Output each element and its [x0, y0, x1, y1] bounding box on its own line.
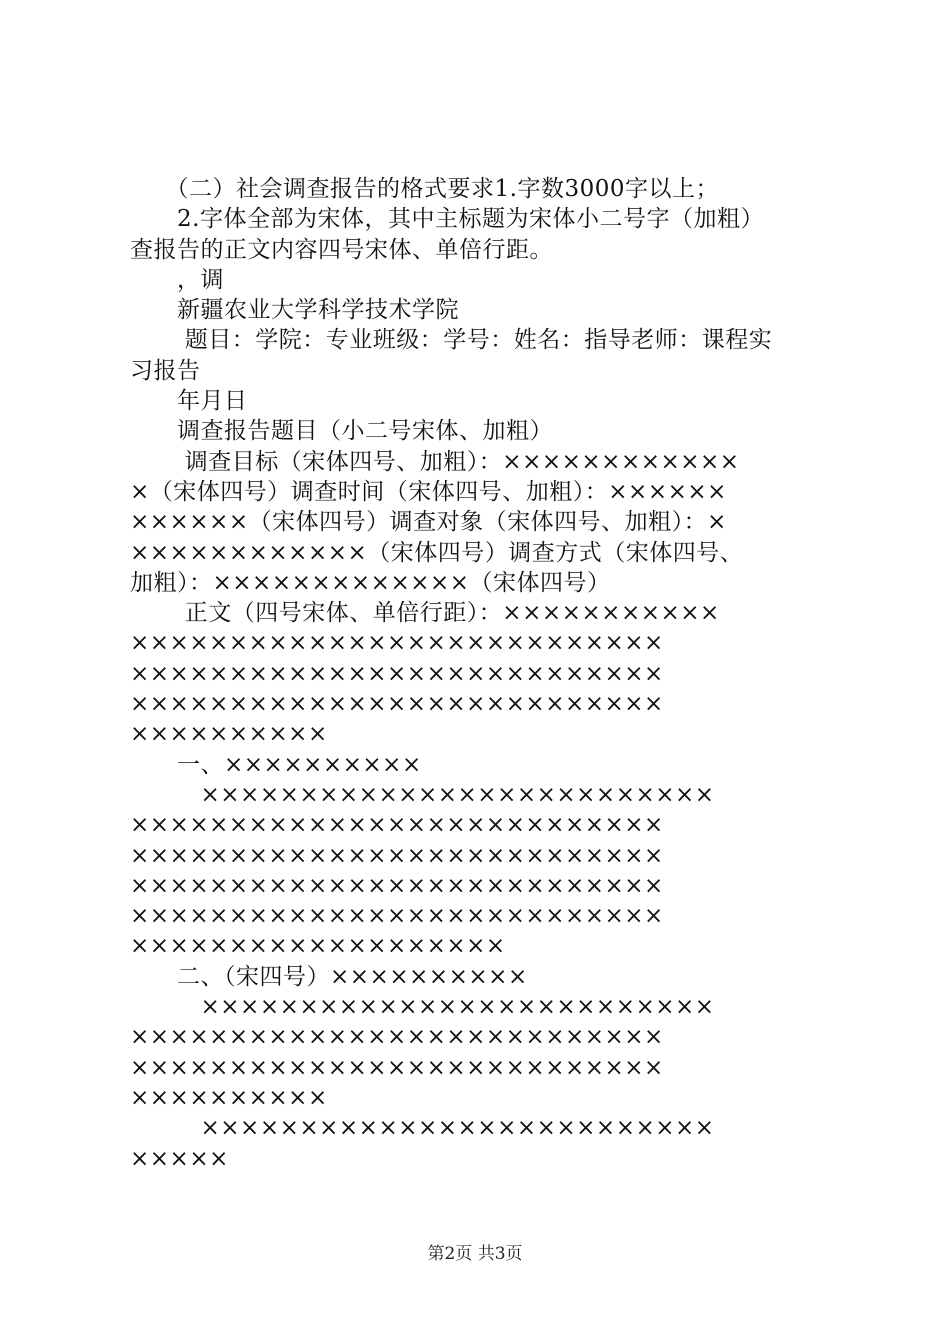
text-line: ××××××××××××××××××××××××××× [130, 842, 664, 869]
page-footer: 第2页 共3页 [427, 1244, 523, 1264]
text-line: ××××× [130, 1145, 229, 1172]
text-line: ××××××××××××××××××××××××××× [130, 691, 664, 718]
text-line: ××××××××××××××××××××××××××× [130, 630, 664, 657]
text-line: ×××××××××××××××××××××××××× [130, 1115, 715, 1142]
text-line: 新疆农业大学科学技术学院 [130, 297, 459, 324]
text-line: ×（宋体四号）调查时间（宋体四号、加粗）：×××××× [130, 478, 727, 505]
text-line: 调查目标（宋体四号、加粗）：×××××××××××× [130, 448, 740, 475]
text-line: 正文（四号宋体、单倍行距）：××××××××××× [130, 600, 720, 627]
document-body [130, 174, 830, 1174]
text-line: ×××××××××××××××××××××××××× [130, 781, 715, 808]
text-line: 加粗）：×××××××××××××（宋体四号） [130, 569, 611, 596]
text-line: 调查报告题目（小二号宋体、加粗） [130, 418, 553, 445]
text-line: ，调 [130, 266, 224, 293]
text-line: ××××××××××××××××××××××××××× [130, 903, 664, 930]
text-line: 习报告 [130, 357, 201, 384]
text-line: ×××××××××××××××××××××××××× [130, 994, 715, 1021]
text-line: ×××××××××× [130, 1084, 328, 1111]
text-line: （二）社会调查报告的格式要求1.字数3000字以上； [130, 176, 719, 202]
text-line: 2.字体全部为宋体，其中主标题为宋体小二号字（加粗） [130, 206, 764, 233]
text-line: ××××××××××××××××××××××××××× [130, 812, 664, 839]
text-line: 年月日 [130, 388, 248, 415]
text-line: 题目：学院：专业班级：学号：姓名：指导老师：课程实 [130, 327, 773, 354]
text-line: ××××××××××××××××××× [130, 933, 506, 960]
text-line: ××××××××××××××××××××××××××× [130, 1024, 664, 1051]
text-line: ××××××××××××××××××××××××××× [130, 660, 664, 687]
text-line: 查报告的正文内容四号宋体、单倍行距。 [130, 236, 553, 263]
text-line: ××××××××××××（宋体四号）调查方式（宋体四号、 [130, 539, 744, 566]
text-line: ××××××××××××××××××××××××××× [130, 1054, 664, 1081]
text-line: 一、×××××××××× [130, 751, 422, 778]
text-line: ×××××××××× [130, 721, 328, 748]
text-line: ××××××××××××××××××××××××××× [130, 872, 664, 899]
text-line: 二、（宋四号）×××××××××× [130, 963, 528, 990]
text-line: ××××××（宋体四号）调查对象（宋体四号、加粗）：× [130, 509, 727, 536]
